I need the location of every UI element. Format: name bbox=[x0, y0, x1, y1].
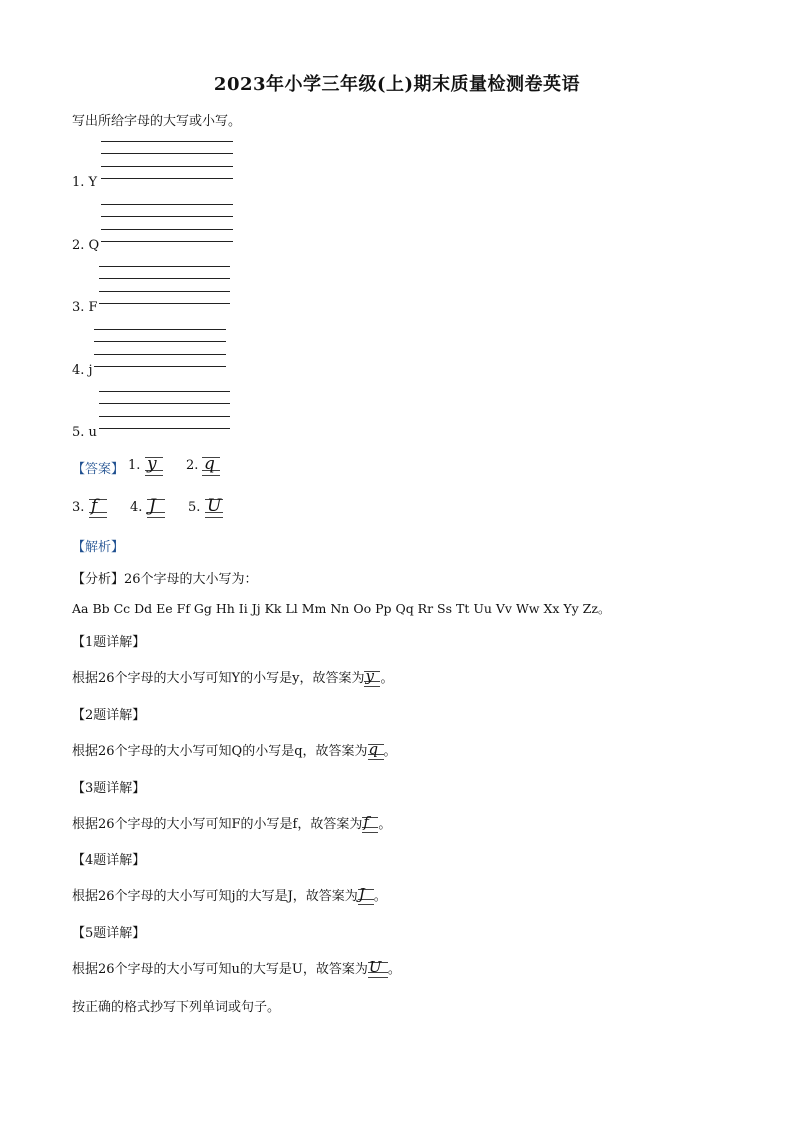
writing-lines-2 bbox=[101, 204, 233, 244]
detail-5-text: 根据26个字母的大小写可知u的大写是U，故答案为 U 。 bbox=[72, 958, 401, 977]
answer-4-num: 4. bbox=[130, 500, 143, 515]
detail-2-heading: 【2题详解】 bbox=[72, 708, 146, 723]
question-2-label: 2. Q bbox=[72, 238, 100, 253]
detail-1-heading: 【1题详解】 bbox=[72, 635, 146, 650]
detail-2-text: 根据26个字母的大小写可知Q的小写是q，故答案为 q 。 bbox=[72, 740, 397, 759]
writing-lines-4 bbox=[94, 329, 226, 369]
question-3-label: 3. F bbox=[72, 300, 98, 315]
detail-2-handwriting: q bbox=[368, 742, 384, 760]
answer-tag: 【答案】 bbox=[72, 462, 125, 477]
page-title: 2023年小学三年级(上)期末质量检测卷英语 bbox=[213, 74, 581, 95]
answer-1-letter: y bbox=[147, 454, 157, 474]
analysis-intro: 【分析】26个字母的大小写为： bbox=[72, 572, 258, 587]
detail-1-handwriting: y bbox=[364, 669, 380, 687]
answer-4-letter: J bbox=[149, 496, 156, 516]
answer-2-num: 2. bbox=[186, 458, 199, 473]
answer-1-handwriting bbox=[145, 454, 163, 476]
detail-3-handwriting: f bbox=[362, 815, 378, 833]
answer-2-letter: q bbox=[204, 454, 215, 474]
answer-2-handwriting bbox=[202, 454, 220, 476]
answer-3-letter: f bbox=[91, 496, 98, 516]
detail-4-heading: 【4题详解】 bbox=[72, 853, 146, 868]
detail-1-text: 根据26个字母的大小写可知Y的小写是y，故答案为 y 。 bbox=[72, 667, 394, 686]
answer-4-handwriting bbox=[147, 496, 165, 518]
detail-4-text: 根据26个字母的大小写可知j的大写是J，故答案为 J 。 bbox=[72, 885, 387, 904]
writing-lines-1 bbox=[101, 141, 233, 181]
detail-3-text: 根据26个字母的大小写可知F的小写是f，故答案为 f 。 bbox=[72, 813, 392, 832]
question-1-label: 1. Y bbox=[72, 175, 98, 190]
writing-lines-3 bbox=[99, 266, 230, 306]
detail-5-handwriting: U bbox=[368, 960, 388, 978]
next-instruction: 按正确的格式抄写下列单词或句子。 bbox=[72, 1000, 281, 1015]
detail-5-heading: 【5题详解】 bbox=[72, 926, 146, 941]
alphabet-list: Aa Bb Cc Dd Ee Ff Gg Hh Ii Jj Kk Ll Mm Nn Oo Pp Qq Rr Ss Tt Uu Vv Ww Xx Yy Zz。 bbox=[72, 601, 611, 616]
answer-5-letter: U bbox=[207, 496, 222, 516]
detail-3-heading: 【3题详解】 bbox=[72, 781, 146, 796]
answer-3-num: 3. bbox=[72, 500, 85, 515]
answer-1-num: 1. bbox=[128, 458, 141, 473]
answer-5-handwriting bbox=[205, 496, 223, 518]
detail-4-handwriting: J bbox=[358, 887, 374, 905]
instruction: 写出所给字母的大写或小写。 bbox=[72, 114, 242, 129]
analysis-tag: 【解析】 bbox=[72, 540, 125, 555]
question-5-label: 5. u bbox=[72, 425, 97, 440]
question-4-label: 4. j bbox=[72, 363, 93, 378]
writing-lines-5 bbox=[99, 391, 230, 431]
answer-5-num: 5. bbox=[188, 500, 201, 515]
answer-3-handwriting bbox=[89, 496, 107, 518]
